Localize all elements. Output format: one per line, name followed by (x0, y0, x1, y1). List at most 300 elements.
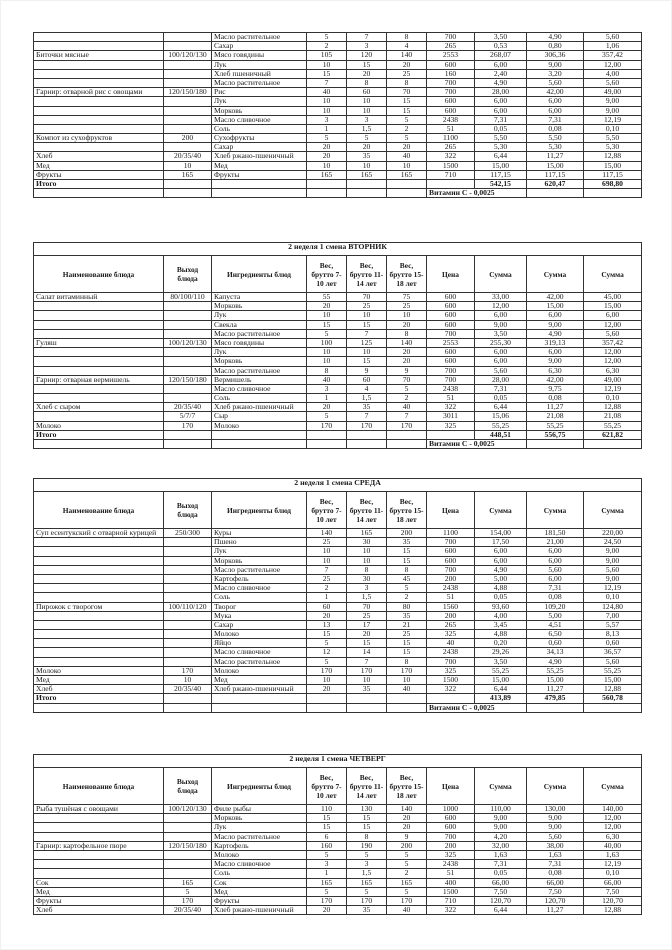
price-cell: 700 (427, 33, 475, 42)
sum-11-14-cell: 1,63 (527, 850, 584, 859)
ingredient-cell: Мед (212, 887, 307, 896)
sum-11-14-cell: 9,00 (527, 814, 584, 823)
menu-table-1 (33, 32, 642, 198)
empty-cell (307, 430, 347, 439)
price-cell: 51 (427, 869, 475, 878)
weight-7-10-cell: 8 (307, 366, 347, 375)
weight-11-14-cell: 165 (347, 170, 387, 179)
empty-cell (527, 189, 584, 198)
weight-7-10-cell: 1 (307, 869, 347, 878)
sum-15-18-cell: 124,80 (584, 602, 642, 611)
weight-15-18-cell: 20 (387, 60, 427, 69)
price-cell: 600 (427, 547, 475, 556)
sum-7-10-cell: 4,90 (475, 78, 527, 87)
weight-15-18-cell: 140 (387, 805, 427, 814)
ingredient-cell: Масло растительное (212, 565, 307, 574)
sum-11-14-cell: 9,00 (527, 320, 584, 329)
sum-15-18-cell: 21,08 (584, 412, 642, 421)
portion-yield-cell: 20/35/40 (164, 403, 212, 412)
ingredient-cell: Соль (212, 869, 307, 878)
weight-11-14-cell: 5 (347, 134, 387, 143)
weight-11-14-cell: 15 (347, 60, 387, 69)
dish-name-cell (34, 639, 164, 648)
sum-7-10-cell: 268,07 (475, 51, 527, 60)
ingredient-cell: Мед (212, 676, 307, 685)
day-title-row (34, 755, 642, 768)
sum-11-14-cell: 6,50 (527, 630, 584, 639)
sum-11-14-cell: 130,00 (527, 805, 584, 814)
ingredient-cell: Морковь (212, 814, 307, 823)
weight-11-14-cell: 10 (347, 547, 387, 556)
weight-7-10-cell: 110 (307, 805, 347, 814)
price-cell: 700 (427, 375, 475, 384)
total-label: Итого (34, 430, 164, 439)
menu-block-1 (33, 32, 641, 198)
price-cell: 600 (427, 293, 475, 302)
price-cell: 1000 (427, 805, 475, 814)
sum-7-10-cell: 9,00 (475, 814, 527, 823)
table-row (34, 805, 642, 814)
ingredient-cell: Куры (212, 529, 307, 538)
sum-11-14-cell: 5,50 (527, 134, 584, 143)
column-header: Вес, брутто 15-18 лет (387, 492, 427, 529)
sum-15-18-cell: 5,60 (584, 657, 642, 666)
portion-yield-cell (164, 860, 212, 869)
empty-cell (584, 703, 642, 712)
empty-cell (527, 703, 584, 712)
ingredient-cell: Масло растительное (212, 832, 307, 841)
table-row (34, 620, 642, 629)
dish-name-cell: Мед (34, 676, 164, 685)
weight-15-18-cell: 20 (387, 357, 427, 366)
weight-11-14-cell: 4 (347, 384, 387, 393)
portion-yield-cell (164, 814, 212, 823)
sum-15-18-cell: 36,57 (584, 648, 642, 657)
ingredient-cell: Масло сливочное (212, 584, 307, 593)
dish-name-cell (34, 556, 164, 565)
sum-7-10-cell: 28,00 (475, 375, 527, 384)
weight-11-14-cell: 125 (347, 338, 387, 347)
table-row (34, 302, 642, 311)
portion-yield-cell (164, 584, 212, 593)
sum-15-18-cell: 12,00 (584, 823, 642, 832)
sum-15-18-cell: 357,42 (584, 51, 642, 60)
price-cell: 1500 (427, 887, 475, 896)
empty-cell (307, 189, 347, 198)
weight-11-14-cell: 7 (347, 329, 387, 338)
sum-11-14-cell: 181,50 (527, 529, 584, 538)
price-cell: 700 (427, 329, 475, 338)
table-row (34, 538, 642, 547)
table-row (34, 648, 642, 657)
weight-15-18-cell: 15 (387, 639, 427, 648)
empty-cell (307, 180, 347, 189)
price-cell: 1500 (427, 676, 475, 685)
portion-yield-cell: 20/35/40 (164, 906, 212, 915)
weight-7-10-cell: 5 (307, 412, 347, 421)
sum-15-18-cell: 49,00 (584, 375, 642, 384)
price-cell: 322 (427, 906, 475, 915)
weight-7-10-cell: 10 (307, 348, 347, 357)
weight-15-18-cell: 20 (387, 320, 427, 329)
weight-11-14-cell: 30 (347, 538, 387, 547)
dish-name-cell (34, 584, 164, 593)
price-cell: 700 (427, 565, 475, 574)
dish-name-cell (34, 538, 164, 547)
weight-11-14-cell: 3 (347, 115, 387, 124)
dish-name-cell (34, 42, 164, 51)
weight-15-18-cell: 8 (387, 78, 427, 87)
weight-11-14-cell: 170 (347, 666, 387, 675)
weight-15-18-cell: 5 (387, 860, 427, 869)
sum-15-18-cell: 5,60 (584, 565, 642, 574)
ingredient-cell: Сыр (212, 412, 307, 421)
portion-yield-cell: 200 (164, 134, 212, 143)
empty-cell (347, 440, 387, 449)
column-header: Вес, брутто 7-10 лет (307, 256, 347, 293)
column-header: Наименование блюда (34, 256, 164, 293)
portion-yield-cell: 5 (164, 887, 212, 896)
empty-cell (387, 703, 427, 712)
weight-11-14-cell: 165 (347, 529, 387, 538)
dish-name-cell: Гарнир: картофельное пюре (34, 841, 164, 850)
total-label: Итого (34, 694, 164, 703)
price-cell: 600 (427, 60, 475, 69)
portion-yield-cell (164, 869, 212, 878)
column-header: Сумма (475, 256, 527, 293)
sum-11-14-cell: 3,20 (527, 69, 584, 78)
dish-name-cell: Биточки мясные (34, 51, 164, 60)
sum-11-14-cell: 21,00 (527, 538, 584, 547)
price-cell: 600 (427, 556, 475, 565)
empty-cell (164, 430, 212, 439)
portion-yield-cell (164, 311, 212, 320)
sum-7-10-cell: 66,00 (475, 878, 527, 887)
weight-15-18-cell: 15 (387, 648, 427, 657)
dish-name-cell (34, 366, 164, 375)
weight-11-14-cell: 35 (347, 152, 387, 161)
sum-11-14-cell: 6,00 (527, 348, 584, 357)
sum-11-14-cell: 11,27 (527, 152, 584, 161)
dish-name-cell (34, 106, 164, 115)
weight-11-14-cell: 15 (347, 814, 387, 823)
sum-11-14-cell: 7,31 (527, 115, 584, 124)
sum-15-18-cell: 12,88 (584, 906, 642, 915)
weight-7-10-cell: 5 (307, 657, 347, 666)
table-row (34, 602, 642, 611)
ingredient-cell: Яйцо (212, 639, 307, 648)
price-cell: 600 (427, 106, 475, 115)
sum-15-18-cell: 9,00 (584, 106, 642, 115)
sum-11-14-cell: 109,20 (527, 602, 584, 611)
day-title-row (34, 479, 642, 492)
sum-15-18-cell: 5,50 (584, 134, 642, 143)
weight-7-10-cell: 170 (307, 666, 347, 675)
ingredient-cell: Морковь (212, 556, 307, 565)
sum-7-10-cell: 110,00 (475, 805, 527, 814)
sum-7-10-cell: 3,45 (475, 620, 527, 629)
sum-7-10-cell: 3,50 (475, 657, 527, 666)
header-row (34, 768, 642, 805)
sum-15-18-cell: 24,50 (584, 538, 642, 547)
sum-15-18-cell: 5,30 (584, 143, 642, 152)
weight-11-14-cell: 20 (347, 143, 387, 152)
weight-7-10-cell: 10 (307, 357, 347, 366)
weight-15-18-cell: 2 (387, 124, 427, 133)
dish-name-cell (34, 860, 164, 869)
table-row (34, 860, 642, 869)
column-header: Вес, брутто 7-10 лет (307, 768, 347, 805)
sum-15-18-cell: 12,88 (584, 685, 642, 694)
column-header: Вес, брутто 11-14 лет (347, 768, 387, 805)
empty-cell (347, 430, 387, 439)
table-row (34, 906, 642, 915)
sum-7-10-cell: 6,00 (475, 547, 527, 556)
weight-11-14-cell: 15 (347, 639, 387, 648)
weight-15-18-cell: 165 (387, 878, 427, 887)
weight-15-18-cell: 8 (387, 329, 427, 338)
portion-yield-cell: 100/120/130 (164, 338, 212, 347)
sum-15-18-cell: 1,63 (584, 850, 642, 859)
price-cell: 2438 (427, 648, 475, 657)
weight-15-18-cell: 5 (387, 115, 427, 124)
portion-yield-cell: 120/150/180 (164, 841, 212, 850)
portion-yield-cell (164, 329, 212, 338)
weight-11-14-cell: 5 (347, 887, 387, 896)
sum-15-18-cell: 0,10 (584, 124, 642, 133)
dish-name-cell (34, 574, 164, 583)
dish-name-cell (34, 611, 164, 620)
sum-11-14-cell: 7,31 (527, 584, 584, 593)
price-cell: 700 (427, 538, 475, 547)
sum-7-10-cell: 55,25 (475, 421, 527, 430)
sum-11-14-cell: 9,00 (527, 357, 584, 366)
ingredient-cell: Сахар (212, 143, 307, 152)
sum-15-18-cell: 0,60 (584, 639, 642, 648)
table-row (34, 134, 642, 143)
column-header: Цена (427, 256, 475, 293)
weight-15-18-cell: 165 (387, 170, 427, 179)
weight-11-14-cell: 1,5 (347, 869, 387, 878)
weight-7-10-cell: 40 (307, 88, 347, 97)
column-header: Ингредиенты блюд (212, 768, 307, 805)
column-header: Сумма (475, 768, 527, 805)
column-header: Сумма (527, 492, 584, 529)
header-row (34, 256, 642, 293)
sum-11-14-cell: 5,60 (527, 78, 584, 87)
weight-11-14-cell: 10 (347, 106, 387, 115)
weight-11-14-cell: 10 (347, 556, 387, 565)
portion-yield-cell: 120/150/180 (164, 88, 212, 97)
table-row (34, 106, 642, 115)
ingredient-cell: Фрукты (212, 170, 307, 179)
sum-15-18-cell: 55,25 (584, 421, 642, 430)
table-row (34, 78, 642, 87)
empty-cell (34, 703, 164, 712)
sum-7-10-cell: 6,44 (475, 906, 527, 915)
portion-yield-cell (164, 611, 212, 620)
sum-7-10-cell: 4,88 (475, 584, 527, 593)
weight-15-18-cell: 20 (387, 143, 427, 152)
portion-yield-cell (164, 574, 212, 583)
portion-yield-cell (164, 648, 212, 657)
column-header: Сумма (584, 492, 642, 529)
sum-7-10-cell: 4,88 (475, 630, 527, 639)
price-cell: 700 (427, 366, 475, 375)
portion-yield-cell (164, 302, 212, 311)
column-header: Наименование блюда (34, 492, 164, 529)
portion-yield-cell (164, 124, 212, 133)
price-cell: 600 (427, 311, 475, 320)
menu-block-4 (33, 754, 641, 915)
sum-11-14-cell: 5,00 (527, 611, 584, 620)
weight-7-10-cell: 20 (307, 143, 347, 152)
sum-11-14-cell: 15,00 (527, 302, 584, 311)
table-row (34, 311, 642, 320)
weight-11-14-cell: 120 (347, 51, 387, 60)
weight-15-18-cell: 5 (387, 850, 427, 859)
table-row (34, 657, 642, 666)
column-header: Наименование блюда (34, 768, 164, 805)
ingredient-cell: Картофель (212, 574, 307, 583)
empty-cell (347, 703, 387, 712)
dish-name-cell (34, 348, 164, 357)
total-row (34, 430, 642, 439)
sum-15-18-cell: 12,19 (584, 860, 642, 869)
weight-11-14-cell: 1,5 (347, 394, 387, 403)
day-title: 2 неделя 1 смена ВТОРНИК (34, 243, 642, 256)
table-row (34, 42, 642, 51)
total-sum-cell: 448,51 (475, 430, 527, 439)
weight-15-18-cell: 40 (387, 403, 427, 412)
dish-name-cell: Пирожок с творогом (34, 602, 164, 611)
empty-cell (164, 189, 212, 198)
price-cell: 265 (427, 620, 475, 629)
portion-yield-cell (164, 593, 212, 602)
weight-7-10-cell: 10 (307, 97, 347, 106)
sum-7-10-cell: 3,50 (475, 33, 527, 42)
column-header: Выход блюда (164, 256, 212, 293)
portion-yield-cell (164, 366, 212, 375)
weight-7-10-cell: 12 (307, 648, 347, 657)
weight-15-18-cell: 8 (387, 657, 427, 666)
menu-block-2 (33, 242, 641, 449)
table-row (34, 529, 642, 538)
table-row (34, 666, 642, 675)
table-row (34, 357, 642, 366)
weight-15-18-cell: 5 (387, 384, 427, 393)
dish-name-cell: Гуляш (34, 338, 164, 347)
sum-11-14-cell: 15,00 (527, 161, 584, 170)
sum-7-10-cell: 0,53 (475, 42, 527, 51)
sum-15-18-cell: 6,30 (584, 832, 642, 841)
table-row (34, 611, 642, 620)
dish-name-cell (34, 630, 164, 639)
table-row (34, 69, 642, 78)
sum-11-14-cell: 55,25 (527, 421, 584, 430)
ingredient-cell: Хлеб ржано-пшеничный (212, 152, 307, 161)
ingredient-cell: Морковь (212, 302, 307, 311)
empty-cell (34, 189, 164, 198)
empty-cell (427, 430, 475, 439)
ingredient-cell: Хлеб ржано-пшеничный (212, 906, 307, 915)
sum-15-18-cell: 6,00 (584, 311, 642, 320)
column-header: Ингредиенты блюд (212, 256, 307, 293)
portion-yield-cell: 10 (164, 161, 212, 170)
price-cell: 322 (427, 685, 475, 694)
weight-15-18-cell: 140 (387, 51, 427, 60)
weight-11-14-cell: 60 (347, 88, 387, 97)
sum-11-14-cell: 34,13 (527, 648, 584, 657)
sum-15-18-cell: 15,00 (584, 676, 642, 685)
header-row (34, 492, 642, 529)
vitamin-row (34, 189, 642, 198)
portion-yield-cell (164, 639, 212, 648)
weight-15-18-cell: 10 (387, 676, 427, 685)
weight-11-14-cell: 130 (347, 805, 387, 814)
dish-name-cell (34, 115, 164, 124)
sum-11-14-cell: 11,27 (527, 685, 584, 694)
weight-11-14-cell: 60 (347, 375, 387, 384)
weight-7-10-cell: 5 (307, 329, 347, 338)
weight-7-10-cell: 5 (307, 850, 347, 859)
weight-15-18-cell: 35 (387, 611, 427, 620)
price-cell: 600 (427, 302, 475, 311)
sum-15-18-cell: 6,30 (584, 366, 642, 375)
weight-7-10-cell: 1 (307, 394, 347, 403)
price-cell: 700 (427, 832, 475, 841)
sum-7-10-cell: 6,00 (475, 311, 527, 320)
ingredient-cell: Соль (212, 593, 307, 602)
table-row (34, 412, 642, 421)
empty-cell (527, 440, 584, 449)
ingredient-cell: Молоко (212, 421, 307, 430)
price-cell: 3011 (427, 412, 475, 421)
sum-15-18-cell: 66,00 (584, 878, 642, 887)
sum-7-10-cell: 6,00 (475, 556, 527, 565)
ingredient-cell: Мед (212, 161, 307, 170)
weight-7-10-cell: 5 (307, 639, 347, 648)
weight-7-10-cell: 100 (307, 338, 347, 347)
weight-15-18-cell: 21 (387, 620, 427, 629)
sum-15-18-cell: 7,50 (584, 887, 642, 896)
dish-name-cell (34, 143, 164, 152)
weight-7-10-cell: 3 (307, 115, 347, 124)
price-cell: 51 (427, 394, 475, 403)
column-header: Вес, брутто 7-10 лет (307, 492, 347, 529)
weight-15-18-cell: 170 (387, 421, 427, 430)
sum-7-10-cell: 5,60 (475, 366, 527, 375)
price-cell: 2438 (427, 115, 475, 124)
sum-15-18-cell: 12,19 (584, 584, 642, 593)
sum-7-10-cell: 32,00 (475, 841, 527, 850)
weight-11-14-cell: 9 (347, 366, 387, 375)
table-row (34, 320, 642, 329)
table-row (34, 384, 642, 393)
sum-11-14-cell: 319,13 (527, 338, 584, 347)
weight-11-14-cell: 15 (347, 320, 387, 329)
table-row (34, 832, 642, 841)
ingredient-cell: Мясо говядины (212, 338, 307, 347)
weight-11-14-cell: 35 (347, 403, 387, 412)
weight-11-14-cell: 8 (347, 565, 387, 574)
portion-yield-cell (164, 850, 212, 859)
weight-15-18-cell: 2 (387, 869, 427, 878)
weight-15-18-cell: 7 (387, 412, 427, 421)
weight-11-14-cell: 5 (347, 850, 387, 859)
weight-11-14-cell: 17 (347, 620, 387, 629)
weight-7-10-cell: 165 (307, 878, 347, 887)
